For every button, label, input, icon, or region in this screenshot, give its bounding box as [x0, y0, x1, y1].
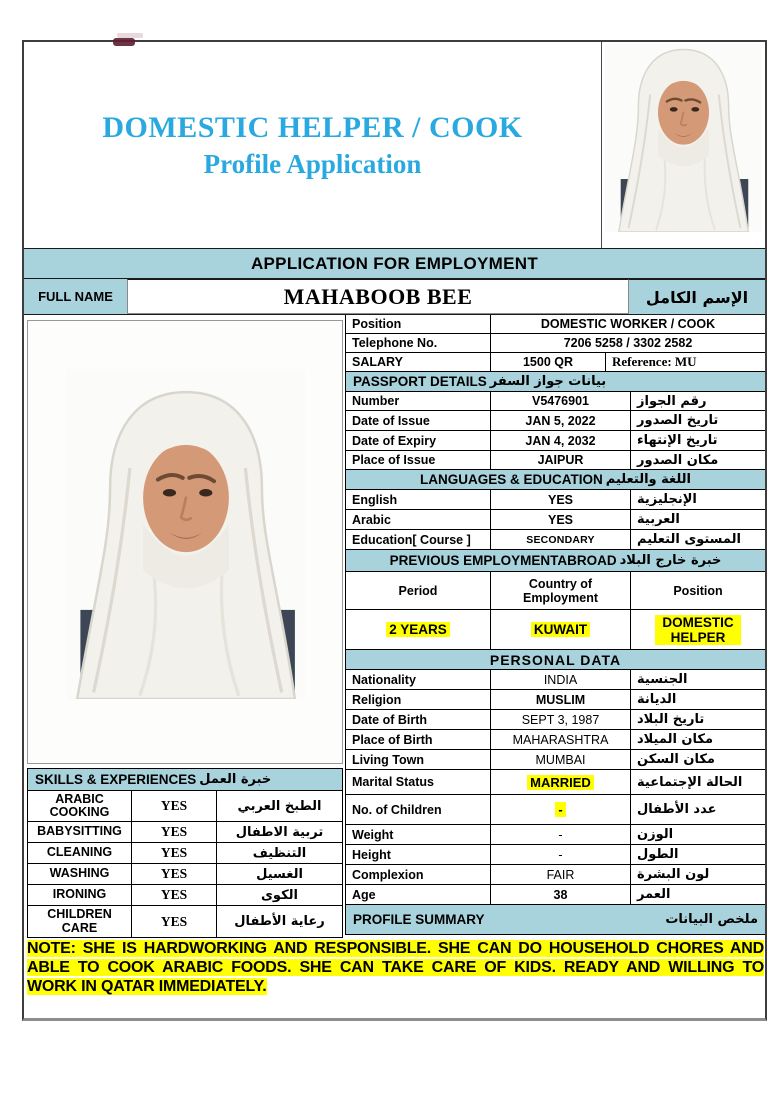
row-label: Height	[346, 845, 491, 864]
table-row	[346, 411, 765, 431]
table-row	[346, 730, 765, 750]
row-label-arabic: تاريخ الإنتهاء	[637, 433, 718, 448]
skill-label-arabic: التنظيف	[252, 845, 307, 861]
column-header: Country of Employment	[491, 572, 631, 609]
table-row	[346, 825, 765, 845]
row-value: YES	[491, 510, 631, 529]
applicant-photo-small	[601, 42, 765, 248]
row-label-arabic: الإنجليزية	[637, 492, 697, 507]
skill-label-arabic: رعاية الأطفال	[234, 914, 325, 929]
table-row	[346, 610, 765, 650]
column-header: Position	[673, 583, 723, 598]
row-value: MUMBAI	[491, 750, 631, 769]
row-value: YES	[491, 490, 631, 509]
skill-row	[27, 843, 343, 864]
table-row	[346, 315, 765, 334]
row-value: JAIPUR	[491, 451, 631, 469]
full-name-row	[24, 279, 765, 315]
left-column	[24, 315, 345, 935]
skill-value: YES	[132, 864, 217, 884]
note-block	[27, 939, 764, 996]
row-label-arabic: تاريخ البلاد	[637, 712, 705, 727]
skill-label-arabic: الكوى	[261, 887, 298, 903]
ink-smudge-artifact	[113, 38, 135, 46]
row-label: Place of Issue	[346, 451, 491, 469]
row-label: Complexion	[346, 865, 491, 884]
table-row	[346, 885, 765, 905]
row-label: Date of Expiry	[346, 431, 491, 450]
row-value: JAN 4, 2032	[491, 431, 631, 450]
section-header-arabic: اللغة والتعليم	[605, 472, 692, 487]
row-label: No. of Children	[346, 795, 491, 824]
reference-code: Reference: MU	[612, 354, 697, 369]
row-label-arabic: الوزن	[637, 827, 674, 842]
table-row	[346, 795, 765, 825]
form-header	[24, 42, 765, 248]
row-label-arabic: لون البشرة	[637, 867, 710, 882]
applicant-portrait-image	[67, 369, 305, 699]
skills-header-arabic: خبرة العمل	[199, 772, 272, 787]
skill-label: ARABIC COOKING	[28, 791, 132, 821]
section-personal-data	[346, 650, 765, 670]
skill-row	[27, 906, 343, 938]
skills-header	[27, 768, 343, 791]
skills-header-text: SKILLS & EXPERIENCES	[35, 772, 197, 787]
section-header-arabic: خبرة خارج البلاد	[619, 553, 722, 568]
section-header-arabic: ملخص البيانات	[665, 912, 758, 927]
skill-row	[27, 791, 343, 822]
skill-value: YES	[132, 843, 217, 863]
employment-position: DOMESTIC HELPER	[631, 610, 765, 649]
table-row	[346, 451, 765, 470]
row-label-arabic: تاريخ الصدور	[637, 413, 719, 428]
skill-label: CLEANING	[28, 843, 132, 863]
skill-label: BABYSITTING	[28, 822, 132, 842]
table-row	[346, 353, 765, 372]
row-label: Date of Birth	[346, 710, 491, 729]
skill-value: YES	[132, 885, 217, 905]
full-name-label-arabic: الإسم الكامل	[629, 279, 765, 314]
employment-country: KUWAIT	[491, 610, 631, 649]
row-label-arabic: مكان السكن	[637, 752, 715, 767]
table-row	[346, 334, 765, 353]
right-column	[345, 315, 765, 935]
row-label-arabic: الحالة الإجتماعية	[637, 774, 743, 790]
table-row	[346, 392, 765, 411]
row-label: Living Town	[346, 750, 491, 769]
row-label: Age	[346, 885, 491, 904]
row-value: MARRIED	[491, 770, 631, 794]
table-row	[346, 510, 765, 530]
employment-header-text: APPLICATION FOR EMPLOYMENT	[250, 253, 539, 273]
row-label: Weight	[346, 825, 491, 844]
section-header-arabic: بيانات جواز السفر	[489, 374, 607, 389]
row-label: Place of Birth	[346, 730, 491, 749]
full-name-value: MAHABOOB BEE	[127, 279, 629, 314]
skill-row	[27, 822, 343, 843]
section-profile-summary	[346, 905, 765, 935]
row-label: Date of Issue	[346, 411, 491, 430]
row-label: Number	[346, 392, 491, 410]
skill-label: IRONING	[28, 885, 132, 905]
row-value: DOMESTIC WORKER / COOK	[540, 317, 716, 331]
form-body	[24, 315, 765, 935]
row-value: 1500 QR	[491, 353, 606, 371]
skill-value: YES	[132, 791, 217, 821]
row-label-arabic: رقم الجواز	[637, 393, 707, 409]
table-row	[346, 770, 765, 795]
table-row	[346, 750, 765, 770]
row-value: JAN 5, 2022	[491, 411, 631, 430]
document-title-line1: DOMESTIC HELPER / COOK	[102, 110, 523, 144]
skill-label: CHILDREN CARE	[28, 906, 132, 937]
row-value: V5476901	[491, 392, 631, 410]
row-label-arabic: المستوى التعليم	[637, 532, 741, 547]
section-previous-employment	[346, 550, 765, 572]
skill-label-arabic: الغسيل	[256, 866, 303, 882]
skill-value: YES	[132, 822, 217, 842]
skill-label-arabic: تربية الاطفال	[235, 824, 324, 840]
row-value: -	[491, 845, 631, 864]
skill-label-arabic: الطبخ العربي	[237, 798, 322, 814]
column-header: Period	[346, 572, 491, 609]
applicant-portrait-image	[605, 44, 762, 232]
row-label: SALARY	[346, 353, 491, 371]
full-name-label: FULL NAME	[38, 289, 113, 304]
table-row	[346, 530, 765, 550]
table-row	[346, 490, 765, 510]
table-row	[346, 670, 765, 690]
application-form-frame	[22, 40, 767, 1021]
row-label-arabic: الديانة	[637, 692, 677, 707]
row-label-arabic: الطول	[637, 847, 679, 862]
row-label-arabic: الجنسية	[637, 672, 688, 687]
table-row	[346, 865, 765, 885]
row-label: English	[346, 490, 491, 509]
row-label: Marital Status	[346, 770, 491, 794]
row-label: Arabic	[346, 510, 491, 529]
table-row	[346, 710, 765, 730]
row-label-arabic: مكان الصدور	[637, 452, 719, 468]
row-value: SEPT 3, 1987	[491, 710, 631, 729]
section-header-text: PREVIOUS EMPLOYMENTABROAD	[389, 553, 617, 568]
row-label: Position	[346, 315, 491, 333]
row-label: Education[ Course ]	[346, 530, 491, 549]
row-label: Nationality	[346, 670, 491, 689]
row-value: 7206 5258 / 3302 2582	[563, 336, 693, 350]
table-row	[346, 690, 765, 710]
section-passport-details	[346, 372, 765, 392]
row-label-arabic: عدد الأطفال	[637, 802, 717, 817]
row-value: INDIA	[491, 670, 631, 689]
skill-row	[27, 885, 343, 906]
section-application-for-employment	[24, 248, 765, 279]
row-label: Telephone No.	[346, 334, 491, 352]
note-text: NOTE: SHE IS HARDWORKING AND RESPONSIBLE. SHE CAN DO HOUSEHOLD CHORES AND ABLE TO COOK ARABIC FOODS. SHE CAN TAKE CARE OF KIDS. READY AND WILLING TO WORK IN QATAR IMMEDIATELY.	[27, 940, 764, 995]
document-title-line2: Profile Application	[203, 148, 422, 179]
skill-value: YES	[132, 906, 217, 937]
applicant-photo-large	[27, 320, 343, 764]
row-label-arabic: مكان الميلاد	[637, 732, 714, 747]
row-label-arabic: العمر	[637, 887, 671, 902]
table-column-headers	[346, 572, 765, 610]
skills-section	[27, 768, 343, 938]
title-block	[24, 42, 601, 248]
section-languages-education	[346, 470, 765, 490]
skill-label: WASHING	[28, 864, 132, 884]
row-label-arabic: العربية	[637, 512, 680, 527]
row-value: SECONDARY	[491, 530, 631, 549]
row-value: 38	[491, 885, 631, 904]
row-value: FAIR	[491, 865, 631, 884]
employment-period: 2 YEARS	[346, 610, 491, 649]
row-value: MAHARASHTRA	[491, 730, 631, 749]
section-header-text: PROFILE SUMMARY	[353, 912, 485, 927]
table-row	[346, 431, 765, 451]
row-value: -	[491, 795, 631, 824]
section-header-text: PASSPORT DETAILS	[353, 374, 487, 389]
row-value: -	[491, 825, 631, 844]
row-value: MUSLIM	[491, 690, 631, 709]
skill-row	[27, 864, 343, 885]
section-header-text: PERSONAL DATA	[489, 651, 622, 668]
table-row	[346, 845, 765, 865]
section-header-text: LANGUAGES & EDUCATION	[419, 472, 603, 487]
row-label: Religion	[346, 690, 491, 709]
